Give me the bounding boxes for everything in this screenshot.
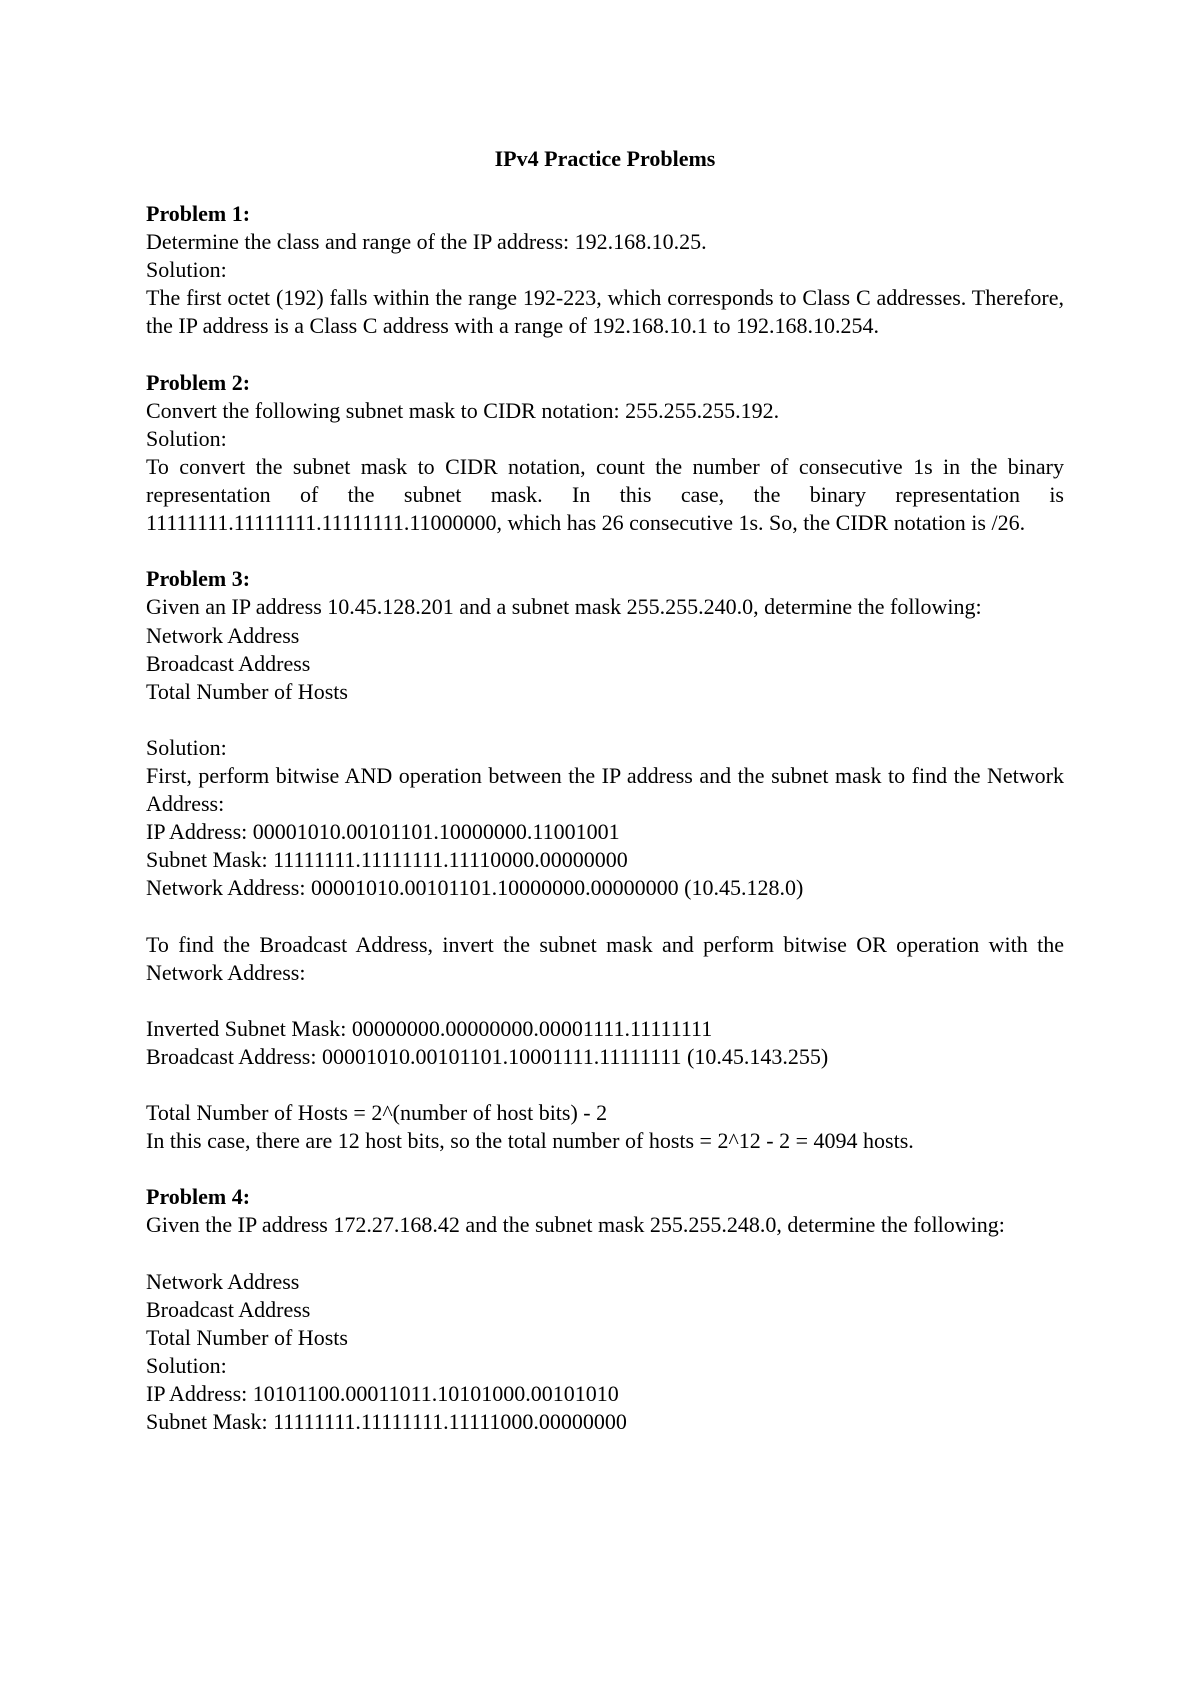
- problem-4-mask-binary: Subnet Mask: 11111111.11111111.11111000.00000000: [146, 1409, 627, 1435]
- spacer: [146, 902, 1064, 930]
- problem-3-ip-binary: IP Address: 00001010.00101101.10000000.11001001: [146, 819, 620, 845]
- spacer: [146, 1240, 1064, 1268]
- spacer: [146, 706, 1064, 734]
- problem-1-answer: The first octet (192) falls within the range 192-223, which corresponds to Class C addresses. Therefore, the IP address is a Class C address with a range of 192.168.10.1 to 192.168.10.254.: [146, 285, 1064, 339]
- document-body: [146, 145, 1064, 1436]
- problem-3-network-binary: Network Address: 00001010.00101101.10000000.00000000 (10.45.128.0): [146, 875, 804, 901]
- problem-3-question: Given an IP address 10.45.128.201 and a subnet mask 255.255.240.0, determine the following:: [146, 594, 982, 620]
- problem-2-question: Convert the following subnet mask to CIDR notation: 255.255.255.192.: [146, 397, 780, 423]
- problem-4-item-network-address: Network Address: [146, 1268, 300, 1294]
- problem-3-solution-label: Solution:: [146, 734, 227, 760]
- problem-2-answer: To convert the subnet mask to CIDR notation, count the number of consecutive 1s in the binary representation of the subnet mask. In this case, the binary representation is 11111111.11111111.11111111.11000000, which has 26 consecutive 1s. So, the CIDR notation is /26.: [146, 453, 1064, 536]
- problem-4-ip-binary: IP Address: 10101100.00011011.10101000.00101010: [146, 1381, 619, 1407]
- problem-4-item-broadcast-address: Broadcast Address: [146, 1296, 311, 1322]
- problem-1-solution-label: Solution:: [146, 257, 227, 283]
- document-title: IPv4 Practice Problems: [494, 146, 716, 171]
- problem-4-item-total-hosts: Total Number of Hosts: [146, 1324, 348, 1350]
- problem-3: [146, 565, 1064, 1155]
- problem-1: [146, 200, 1064, 340]
- problem-3-item-broadcast-address: Broadcast Address: [146, 650, 311, 676]
- problem-3-inverted-mask: Inverted Subnet Mask: 00000000.00000000.00001111.11111111: [146, 1015, 713, 1041]
- problem-3-hosts-formula: Total Number of Hosts = 2^(number of host bits) - 2: [146, 1100, 608, 1126]
- spacer: [146, 537, 1064, 565]
- problem-3-broadcast-binary: Broadcast Address: 00001010.00101101.10001111.11111111 (10.45.143.255): [146, 1043, 829, 1069]
- problem-2-solution-label: Solution:: [146, 425, 227, 451]
- problem-2-heading: Problem 2:: [146, 369, 251, 395]
- problem-3-heading: Problem 3:: [146, 566, 251, 592]
- problem-2: [146, 369, 1064, 538]
- problem-3-hosts-result: In this case, there are 12 host bits, so the total number of hosts = 2^12 - 2 = 4094 hosts.: [146, 1128, 914, 1154]
- spacer: [146, 1071, 1064, 1099]
- problem-1-heading: Problem 1:: [146, 201, 251, 227]
- problem-4-question: Given the IP address 172.27.168.42 and the subnet mask 255.255.248.0, determine the following:: [146, 1212, 1005, 1238]
- problem-1-question: Determine the class and range of the IP address: 192.168.10.25.: [146, 229, 707, 255]
- spacer: [146, 1155, 1064, 1183]
- spacer: [146, 987, 1064, 1015]
- problem-4: [146, 1183, 1064, 1436]
- problem-3-mask-binary: Subnet Mask: 11111111.11111111.11110000.00000000: [146, 847, 628, 873]
- problem-3-item-network-address: Network Address: [146, 622, 300, 648]
- problem-3-step-2: To find the Broadcast Address, invert the subnet mask and perform bitwise OR operation with the Network Address:: [146, 931, 1064, 985]
- problem-3-item-total-hosts: Total Number of Hosts: [146, 678, 348, 704]
- problem-3-step-1: First, perform bitwise AND operation between the IP address and the subnet mask to find the Network Address:: [146, 762, 1064, 817]
- spacer: [146, 341, 1064, 369]
- problem-4-heading: Problem 4:: [146, 1184, 251, 1210]
- problem-4-solution-label: Solution:: [146, 1352, 227, 1378]
